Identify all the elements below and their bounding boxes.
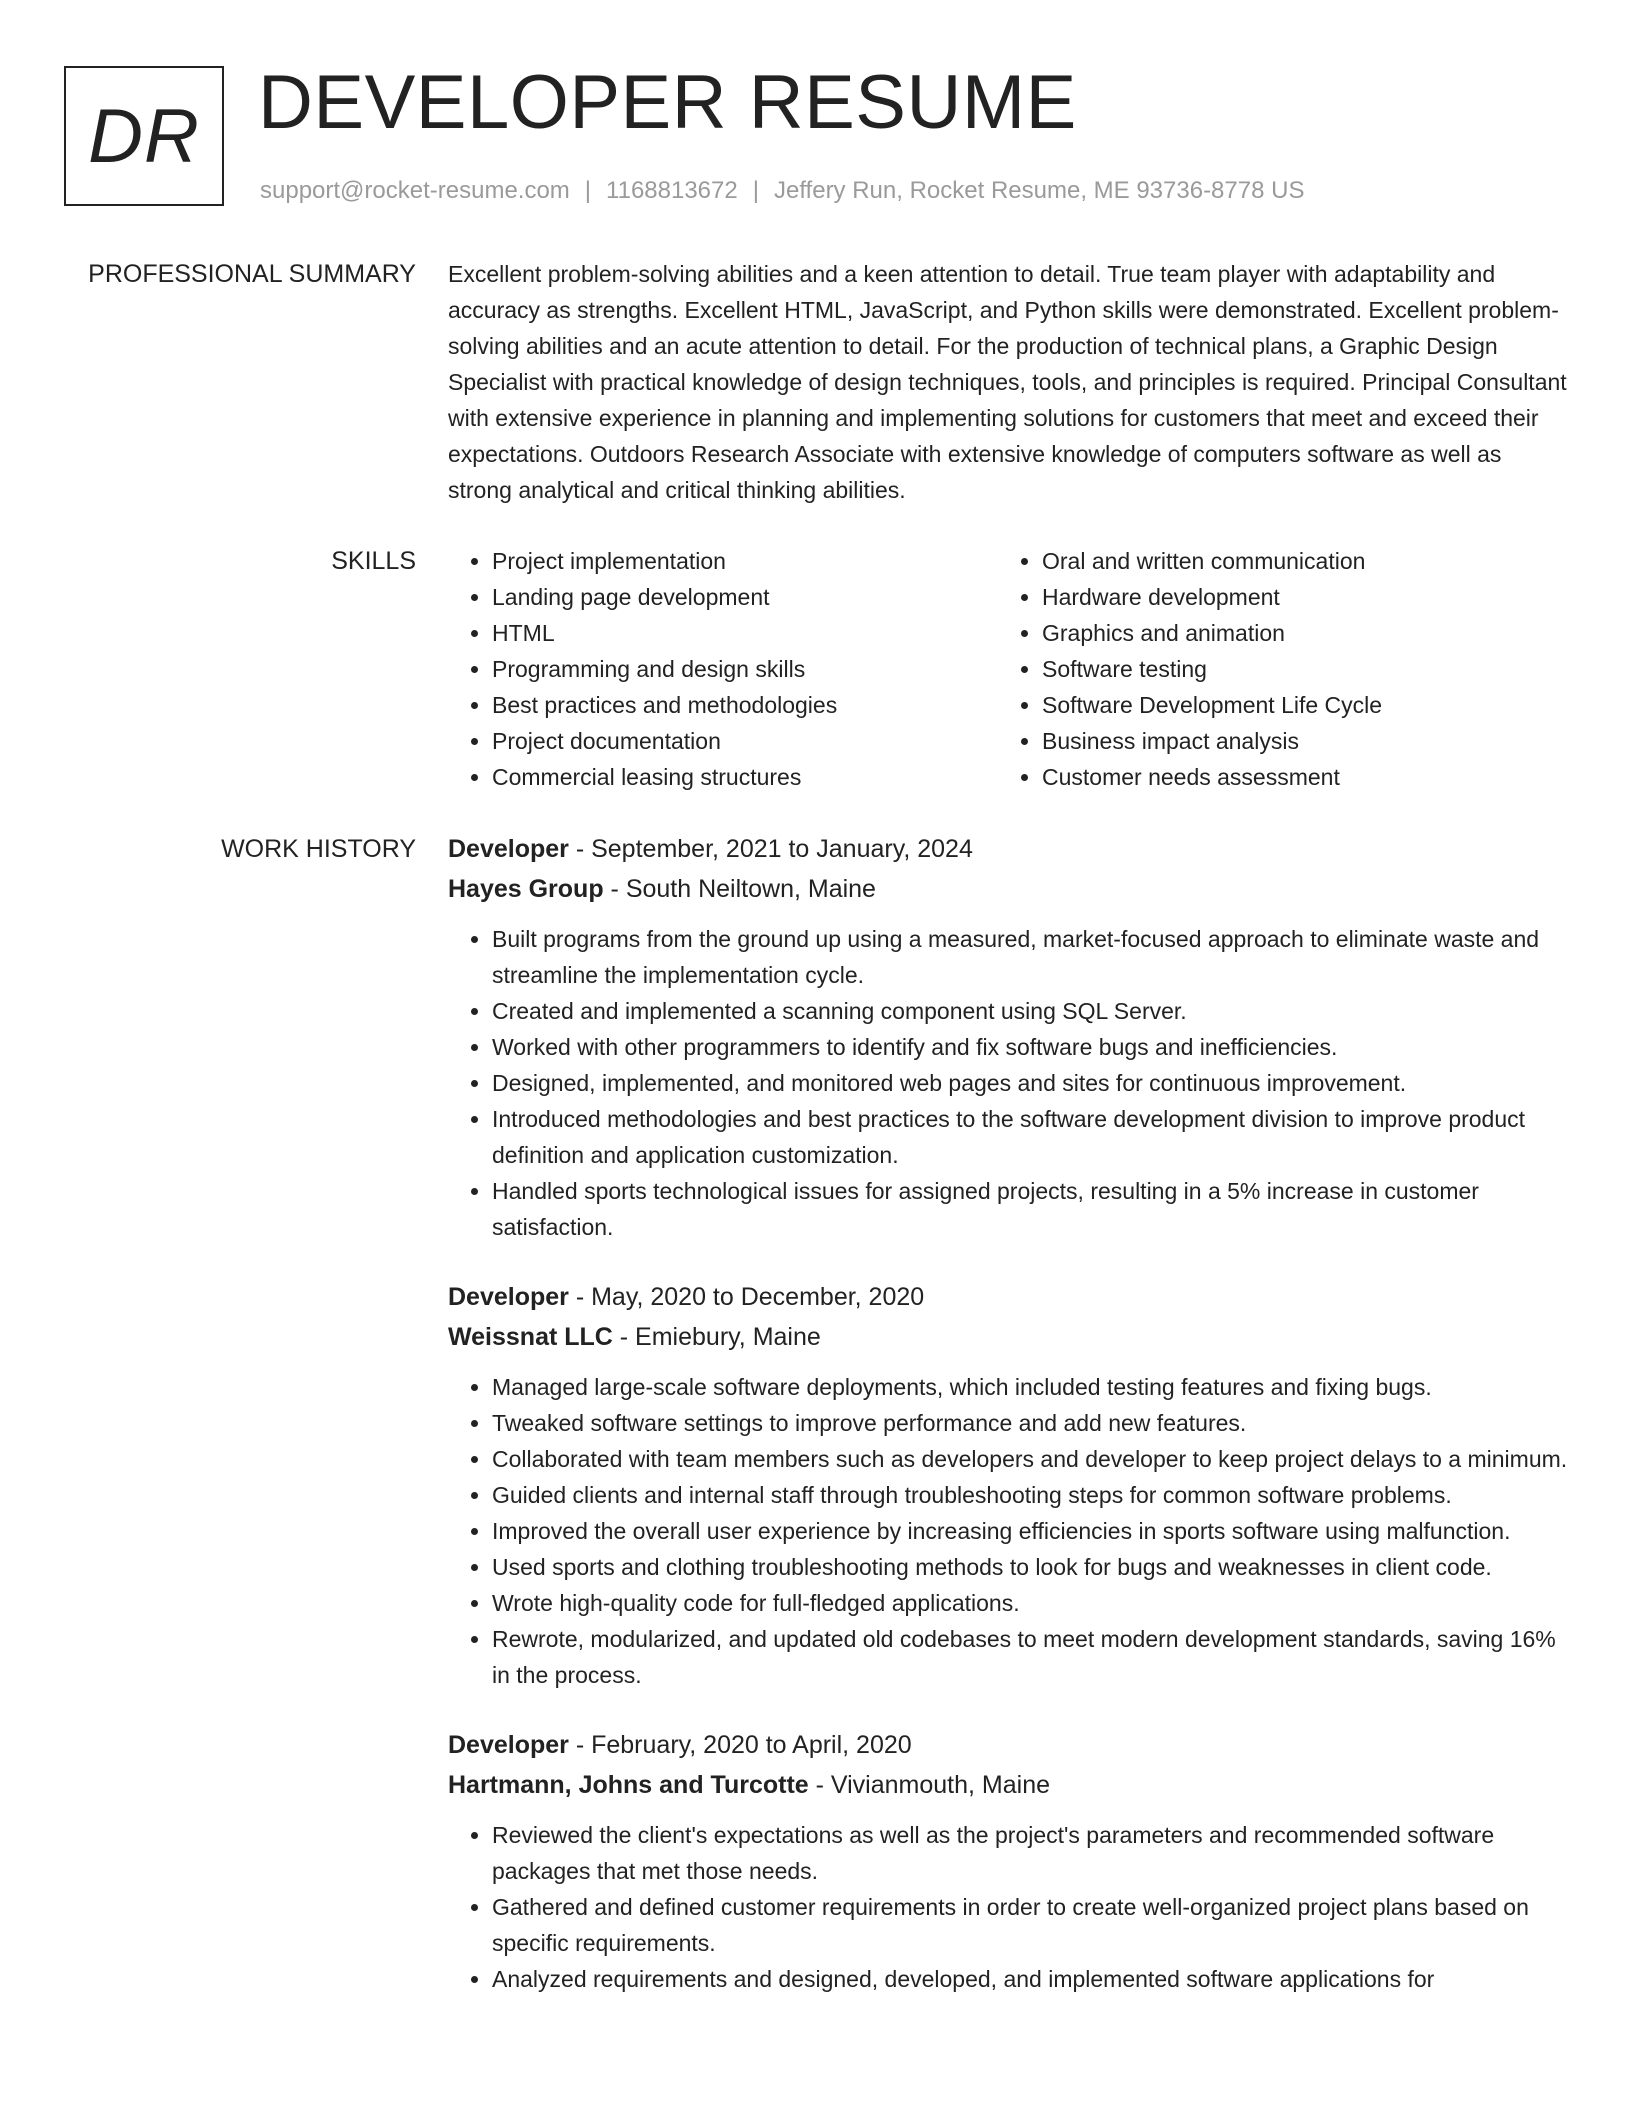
job-bullet: • Gathered and defined customer requirements in order to create well-organized project plans based on specific requirements. <box>492 1889 1568 1961</box>
skill-item: • Landing page development <box>492 579 998 615</box>
job-bullet: • Created and implemented a scanning component using SQL Server. <box>492 993 1568 1029</box>
skill-item: • Software testing <box>1042 651 1548 687</box>
resume-title: DEVELOPER RESUME <box>258 60 1077 145</box>
job-bullet: • Managed large-scale software deployments, which included testing features and fixing bugs. <box>492 1369 1568 1405</box>
job-bullets <box>448 1369 1568 1693</box>
skill-item: • Programming and design skills <box>492 651 998 687</box>
job-dates: - September, 2021 to January, 2024 <box>568 835 973 863</box>
summary-text: Excellent problem-solving abilities and a keen attention to detail. True team player with adaptability and accuracy as strengths. Excellent HTML, JavaScript, and Python skills were demonstrated. Excellent problem-solving abilities and an acute attention to detail. For the production of technical plans, a Graphic Design Specialist with practical knowledge of design techniques, tools, and principles is required. Principal Consultant with extensive experience in planning and implementing solutions for customers that meet and exceed their expectations. Outdoors Research Associate with extensive knowledge of computers software as well as strong analytical and critical thinking abilities. <box>448 261 1567 503</box>
job-entry <box>448 829 1568 1245</box>
job-bullet: • Introduced methodologies and best practices to the software development division to improve product definition and application customization. <box>492 1101 1568 1173</box>
skills-section <box>448 543 1568 795</box>
section-label-work-history: WORK HISTORY <box>221 835 416 863</box>
summary-section <box>448 256 1568 508</box>
job-bullet: • Tweaked software settings to improve performance and add new features. <box>492 1405 1568 1441</box>
section-label-skills: SKILLS <box>331 547 416 575</box>
job-bullet: • Analyzed requirements and designed, developed, and implemented software applications for <box>492 1961 1568 1997</box>
job-title: Developer <box>448 1731 569 1759</box>
job-title-line <box>448 829 1568 869</box>
skill-item: • Customer needs assessment <box>1042 759 1548 795</box>
job-bullet: • Wrote high-quality code for full-fledged applications. <box>492 1585 1568 1621</box>
job-title: Developer <box>448 1283 569 1311</box>
job-bullet: • Built programs from the ground up using a measured, market-focused approach to eliminate waste and streamline the implementation cycle. <box>492 921 1568 993</box>
skill-item: • Best practices and methodologies <box>492 687 998 723</box>
job-bullet: • Rewrote, modularized, and updated old codebases to meet modern development standards, saving 16% in the process. <box>492 1621 1568 1693</box>
skill-item: • Hardware development <box>1042 579 1548 615</box>
job-title: Developer <box>448 835 569 863</box>
job-bullet: • Worked with other programmers to identify and fix software bugs and inefficiencies. <box>492 1029 1568 1065</box>
skill-item: • Project documentation <box>492 723 998 759</box>
job-bullet: • Guided clients and internal staff through troubleshooting steps for common software problems. <box>492 1477 1568 1513</box>
job-bullet: • Collaborated with team members such as developers and developer to keep project delays to a minimum. <box>492 1441 1568 1477</box>
job-entry <box>448 1725 1568 1997</box>
job-company: Hartmann, Johns and Turcotte <box>448 1771 809 1799</box>
skill-item: • Commercial leasing structures <box>492 759 998 795</box>
job-location: - Emiebury, Maine <box>612 1323 821 1351</box>
job-dates: - May, 2020 to December, 2020 <box>568 1283 925 1311</box>
skills-list-right <box>998 543 1548 795</box>
job-title-line <box>448 1725 1568 1765</box>
job-bullet: • Handled sports technological issues for assigned projects, resulting in a 5% increase in customer satisfaction. <box>492 1173 1568 1245</box>
job-company-line <box>448 1765 1568 1805</box>
skill-item: • Oral and written communication <box>1042 543 1548 579</box>
job-bullet: • Improved the overall user experience by increasing efficiencies in sports software using malfunction. <box>492 1513 1568 1549</box>
skill-item: • Business impact analysis <box>1042 723 1548 759</box>
skill-item: • HTML <box>492 615 998 651</box>
job-title-line <box>448 1277 1568 1317</box>
job-company-line <box>448 869 1568 909</box>
monogram-initials: DR <box>88 93 200 179</box>
job-company-line <box>448 1317 1568 1357</box>
job-bullet: • Reviewed the client's expectations as well as the project's parameters and recommended software packages that met those needs. <box>492 1817 1568 1889</box>
job-company: Weissnat LLC <box>448 1323 613 1351</box>
contact-line <box>260 175 1304 207</box>
skill-item: • Graphics and animation <box>1042 615 1548 651</box>
skills-list-left <box>448 543 998 795</box>
contact-email: support@rocket-resume.com <box>260 177 570 204</box>
skills-columns <box>448 543 1568 795</box>
job-bullets <box>448 921 1568 1245</box>
job-bullet: • Used sports and clothing troubleshooting methods to look for bugs and weaknesses in client code. <box>492 1549 1568 1585</box>
section-label-summary: PROFESSIONAL SUMMARY <box>88 260 416 288</box>
job-company: Hayes Group <box>448 875 604 903</box>
job-entry <box>448 1277 1568 1693</box>
monogram-box <box>64 66 224 206</box>
job-dates: - February, 2020 to April, 2020 <box>568 1731 912 1759</box>
skill-item: • Software Development Life Cycle <box>1042 687 1548 723</box>
job-bullets <box>448 1817 1568 1997</box>
job-bullet: • Designed, implemented, and monitored web pages and sites for continuous improvement. <box>492 1065 1568 1101</box>
contact-phone: 1168813672 <box>606 177 738 204</box>
job-location: - South Neiltown, Maine <box>603 875 876 903</box>
skill-item: • Project implementation <box>492 543 998 579</box>
contact-address: Jeffery Run, Rocket Resume, ME 93736-8778 US <box>773 177 1305 204</box>
job-location: - Vivianmouth, Maine <box>808 1771 1051 1799</box>
contact-separator: | <box>584 177 592 204</box>
contact-separator: | <box>752 177 759 204</box>
work-history-section <box>448 829 1568 1997</box>
